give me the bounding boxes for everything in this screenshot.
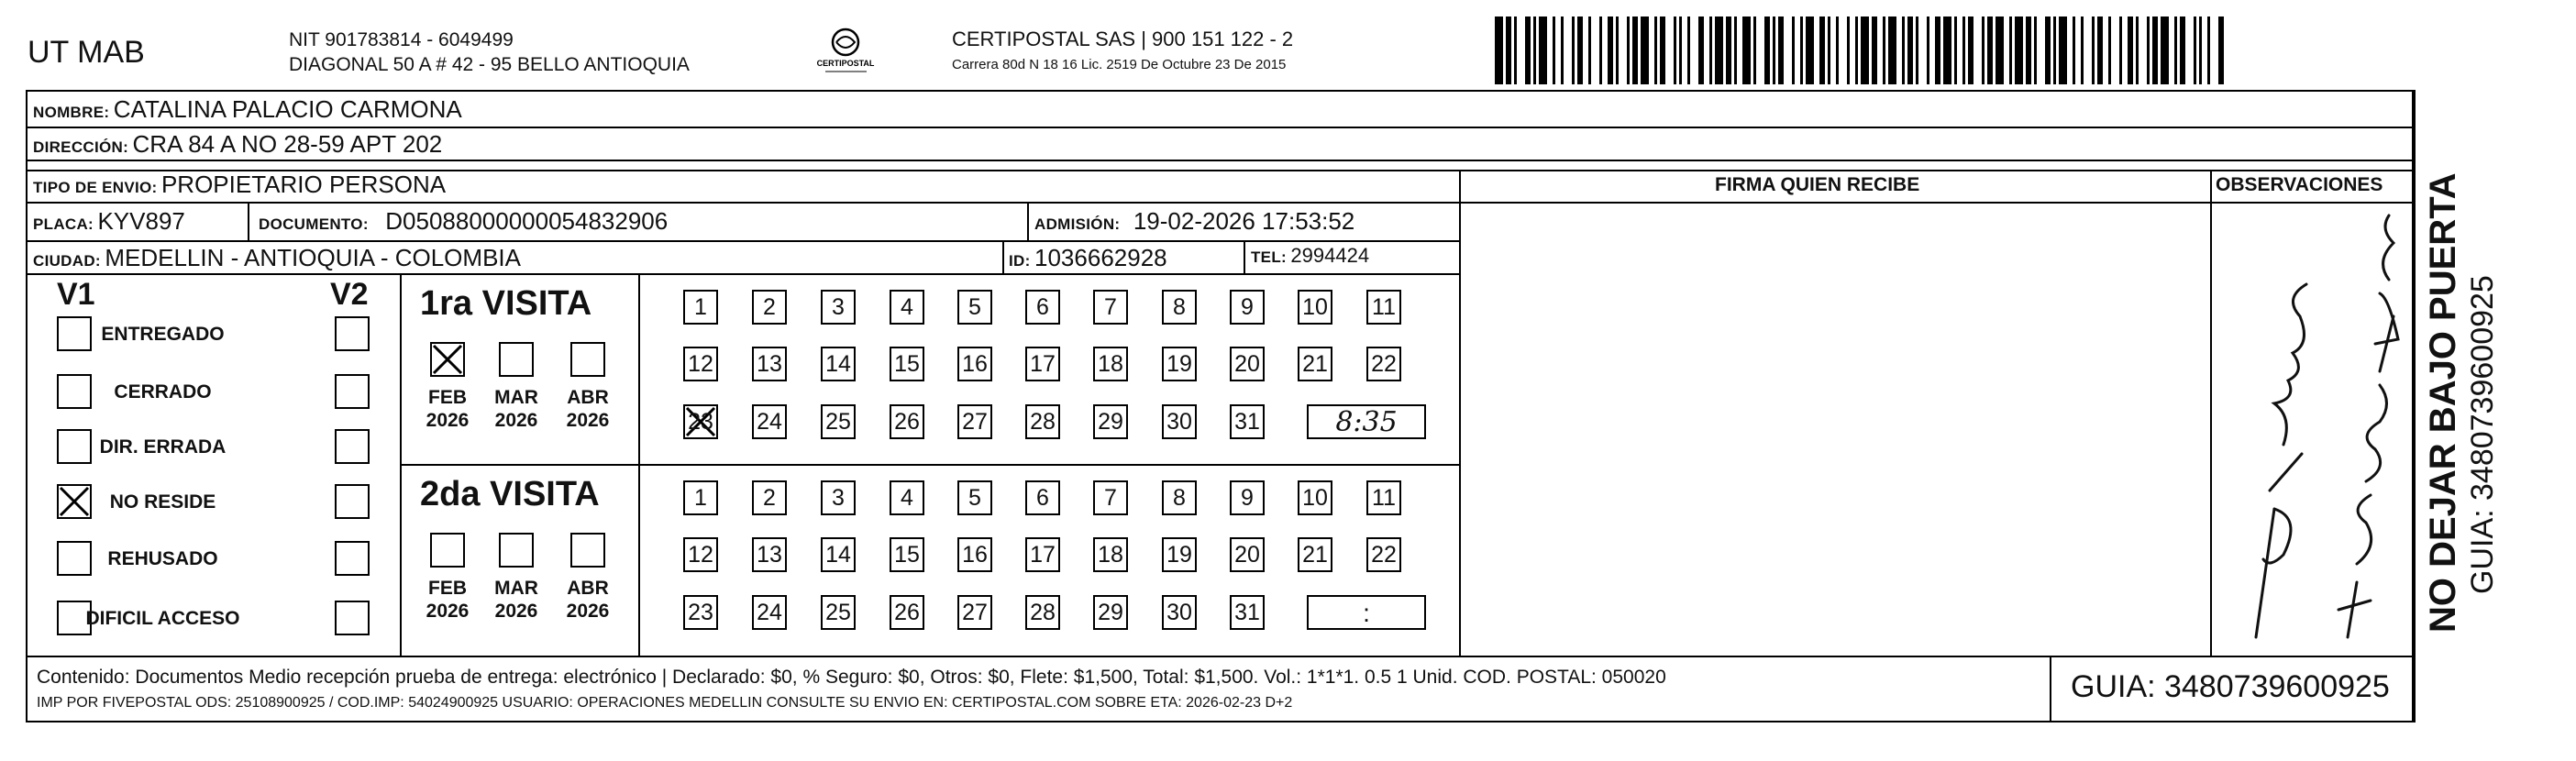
month-year: 2026 — [494, 410, 538, 431]
barcode-bar — [1665, 17, 1674, 84]
month-name: MAR — [494, 387, 538, 408]
day-box[interactable]: 4 — [890, 290, 924, 325]
barcode-bar — [1564, 17, 1572, 84]
v2-checkbox[interactable] — [335, 429, 370, 464]
barcode-bar — [2059, 17, 2067, 84]
day-box[interactable]: 11 — [1366, 290, 1401, 325]
month-year: 2026 — [494, 601, 538, 622]
no-dejar-warning: NO DEJAR BAJO PUERTA — [2423, 172, 2463, 633]
barcode-bar — [1495, 17, 1503, 84]
firma-header — [1715, 174, 1919, 196]
ciudad-label: CIUDAD: — [33, 252, 101, 270]
rule — [2414, 90, 2416, 722]
day-box[interactable]: 21 — [1298, 347, 1332, 381]
day-box[interactable]: 20 — [1230, 537, 1265, 572]
day-box[interactable]: 1 — [683, 480, 718, 515]
day-box[interactable]: 25 — [821, 404, 856, 439]
observaciones-header — [2216, 174, 2383, 196]
firma-label: FIRMA QUIEN RECIBE — [1715, 174, 1920, 195]
barcode-bar — [2139, 17, 2147, 84]
day-box[interactable]: 1 — [683, 290, 718, 325]
carrier-info — [952, 28, 1293, 72]
barcode-bar — [2084, 17, 2092, 84]
rule — [2050, 656, 2051, 722]
month-name: FEB — [428, 387, 467, 408]
day-box[interactable]: 5 — [957, 480, 992, 515]
barcode-bar — [1918, 17, 1927, 84]
v2-checkbox[interactable] — [335, 541, 370, 576]
month-name: ABR — [567, 578, 609, 599]
month-label — [484, 577, 548, 623]
rule — [26, 127, 2414, 128]
day-box[interactable]: 16 — [957, 537, 992, 572]
barcode-bar — [1591, 17, 1599, 84]
v2-checkbox[interactable] — [335, 601, 370, 635]
barcode-bar — [1806, 17, 1814, 84]
guia-number: GUIA: 3480739600925 — [2071, 669, 2390, 704]
status-label: DIR. ERRADA — [99, 436, 227, 458]
id-label: ID: — [1009, 252, 1031, 270]
day-box[interactable]: 25 — [821, 595, 856, 630]
barcode-bar — [1742, 17, 1751, 84]
v2-header: V2 — [330, 277, 369, 312]
barcode-bar — [1996, 17, 2004, 84]
admision-value: 19-02-2026 17:53:52 — [1133, 207, 1355, 235]
day-box[interactable]: 3 — [821, 290, 856, 325]
month-label — [556, 386, 620, 432]
rule — [400, 464, 1459, 466]
month-year: 2026 — [426, 601, 470, 622]
day-box[interactable]: 31 — [1230, 595, 1265, 630]
rule — [1027, 202, 1029, 240]
day-box[interactable]: 27 — [957, 404, 992, 439]
status-label: NO RESIDE — [109, 491, 216, 513]
barcode-bar — [1517, 17, 1525, 84]
side-guia-number: GUIA: 3480739600925 — [2465, 275, 2500, 594]
month-label — [415, 386, 480, 432]
day-box[interactable]: 14 — [821, 347, 856, 381]
day-box[interactable]: 26 — [890, 404, 924, 439]
month-name: ABR — [567, 387, 609, 408]
observaciones-label: OBSERVACIONES — [2216, 174, 2383, 195]
day-box[interactable]: 10 — [1298, 480, 1332, 515]
month-checkbox[interactable] — [430, 342, 465, 377]
day-box[interactable]: 2 — [752, 480, 787, 515]
footer-content-line: Contenido: Documentos Medio recepción prueba de entrega: electrónico | Declarado: $0, % Seguro: $0, Otros: $0, Flete: $1,500, Total: $1,500. Vol.: 1*1*1. 0.5 1 Unid. COD. POSTAL: 050020 — [37, 667, 1666, 688]
day-box[interactable]: 9 — [1230, 480, 1265, 515]
v2-checkbox[interactable] — [335, 484, 370, 519]
month-checkbox[interactable] — [499, 533, 534, 568]
logo-wordmark: CERTIPOSTAL — [816, 59, 875, 68]
barcode-bar — [1839, 17, 1847, 84]
month-year: 2026 — [566, 601, 610, 622]
month-label — [484, 386, 548, 432]
day-box[interactable]: 29 — [1093, 404, 1128, 439]
day-box[interactable]: 9 — [1230, 290, 1265, 325]
day-box[interactable]: 15 — [890, 347, 924, 381]
day-box[interactable]: 29 — [1093, 595, 1128, 630]
tel-label: TEL: — [1251, 248, 1287, 266]
barcode-bar — [1943, 17, 1951, 84]
rule — [1459, 170, 1461, 656]
rule — [1002, 240, 1004, 273]
tel-value: 2994424 — [1290, 244, 1370, 267]
day-box[interactable]: 13 — [752, 347, 787, 381]
day-box[interactable]: 5 — [957, 290, 992, 325]
barcode-bar — [1973, 17, 1982, 84]
day-box[interactable]: 31 — [1230, 404, 1265, 439]
status-label: REHUSADO — [107, 548, 218, 569]
status-label: DIFICIL ACCESO — [85, 608, 240, 629]
direccion-label: DIRECCIÓN: — [33, 138, 129, 156]
nombre-value: CATALINA PALACIO CARMONA — [113, 95, 462, 123]
month-checkbox[interactable] — [570, 533, 605, 568]
day-box[interactable]: 20 — [1230, 347, 1265, 381]
direccion-value: CRA 84 A NO 28-59 APT 202 — [132, 130, 443, 158]
day-box[interactable]: 17 — [1025, 537, 1060, 572]
barcode-bar — [2185, 17, 2194, 84]
day-box[interactable]: 6 — [1025, 480, 1060, 515]
tel-row — [1251, 244, 1369, 268]
nit-text: NIT 901783814 - 6049499 — [289, 29, 514, 50]
day-box[interactable]: 30 — [1162, 595, 1197, 630]
rule — [2210, 170, 2212, 656]
day-box[interactable]: 24 — [752, 404, 787, 439]
day-box[interactable]: 13 — [752, 537, 787, 572]
barcode-bar — [1888, 17, 1896, 84]
tipo-envio-value: PROPIETARIO PERSONA — [160, 171, 447, 198]
nombre-label: NOMBRE: — [33, 104, 110, 121]
day-box[interactable]: 10 — [1298, 290, 1332, 325]
first-visit-title: 1ra VISITA — [420, 284, 592, 323]
tracking-barcode — [1495, 17, 2224, 84]
day-box[interactable]: 11 — [1366, 480, 1401, 515]
day-box[interactable]: 26 — [890, 595, 924, 630]
barcode-bar — [1756, 17, 1764, 84]
barcode-bar — [1539, 17, 1547, 84]
month-checkbox[interactable] — [570, 342, 605, 377]
status-label: CERRADO — [114, 381, 212, 403]
barcode-bar — [2015, 17, 2023, 84]
direccion-row — [33, 130, 442, 159]
day-box[interactable]: 30 — [1162, 404, 1197, 439]
barcode-bar — [1861, 17, 1869, 84]
barcode-bar — [2037, 17, 2045, 84]
placa-row — [33, 207, 185, 236]
day-box[interactable]: 19 — [1162, 537, 1197, 572]
month-label — [556, 577, 620, 623]
v2-checkbox[interactable] — [335, 316, 370, 351]
admision-row — [1034, 207, 1354, 236]
day-box[interactable]: 23 — [683, 595, 718, 630]
certipostal-logo — [816, 26, 876, 77]
day-box[interactable]: 14 — [821, 537, 856, 572]
day-box[interactable]: 24 — [752, 595, 787, 630]
barcode-bar — [2218, 17, 2224, 84]
placa-value: KYV897 — [97, 207, 185, 235]
day-box[interactable]: 4 — [890, 480, 924, 515]
day-box[interactable]: 27 — [957, 595, 992, 630]
day-box[interactable]: 7 — [1093, 290, 1128, 325]
day-box[interactable]: 19 — [1162, 347, 1197, 381]
day-box[interactable]: 28 — [1025, 404, 1060, 439]
day-box[interactable]: 22 — [1366, 537, 1401, 572]
day-box[interactable]: 15 — [890, 537, 924, 572]
documento-label: DOCUMENTO: — [259, 215, 369, 233]
company-name: UT MAB — [28, 35, 145, 70]
rule — [248, 202, 249, 240]
day-box[interactable]: 16 — [957, 347, 992, 381]
day-box[interactable]: 7 — [1093, 480, 1128, 515]
visit-time-box[interactable]: 8:35 — [1307, 404, 1426, 439]
barcode-bar — [2111, 17, 2119, 84]
documento-value: D05088000000054832906 — [385, 207, 669, 235]
day-box[interactable]: 18 — [1093, 347, 1128, 381]
day-box[interactable]: 8 — [1162, 290, 1197, 325]
second-visit-title: 2da VISITA — [420, 475, 600, 513]
ciudad-value: MEDELLIN - ANTIOQUIA - COLOMBIA — [105, 244, 521, 271]
documento-row — [259, 207, 668, 236]
rule — [26, 202, 2414, 204]
carrier-license: Carrera 80d N 18 16 Lic. 2519 De Octubre 23 De 2015 — [952, 57, 1287, 72]
month-checkbox[interactable] — [430, 533, 465, 568]
month-name: FEB — [428, 578, 467, 599]
rule — [26, 273, 1459, 275]
rule — [26, 656, 2414, 657]
day-box[interactable]: 22 — [1366, 347, 1401, 381]
barcode-bar — [1641, 17, 1649, 84]
month-checkbox[interactable] — [499, 342, 534, 377]
month-year: 2026 — [426, 410, 470, 431]
ciudad-row — [33, 244, 521, 272]
day-box[interactable]: 12 — [683, 347, 718, 381]
day-box[interactable]: 17 — [1025, 347, 1060, 381]
carrier-name: CERTIPOSTAL SAS | 900 151 122 - 2 — [952, 28, 1294, 50]
footer-print-line: IMP POR FIVEPOSTAL ODS: 25108900925 / COD.IMP: 54024900925 USUARIO: OPERACIONES MEDELLIN CONSULTE SU ENVIO EN: CERTIPOSTAL.COM SOBRE ETA: 2026-02-23 D+2 — [37, 695, 1293, 711]
month-year: 2026 — [566, 410, 610, 431]
month-name: MAR — [494, 578, 538, 599]
status-label: ENTREGADO — [101, 324, 225, 345]
month-label — [415, 577, 480, 623]
rule — [26, 160, 2414, 161]
barcode-bar — [1690, 17, 1698, 84]
id-row — [1009, 244, 1167, 272]
tipo-envio-row — [33, 171, 446, 199]
rule — [1244, 240, 1245, 273]
day-box[interactable]: 3 — [821, 480, 856, 515]
admision-label: ADMISIÓN: — [1034, 215, 1121, 233]
id-value: 1036662928 — [1034, 244, 1167, 271]
visit-time-box[interactable]: : — [1307, 595, 1426, 630]
day-box[interactable] — [683, 404, 718, 439]
day-box[interactable]: 18 — [1093, 537, 1128, 572]
placa-label: PLACA: — [33, 215, 94, 233]
day-box[interactable]: 6 — [1025, 290, 1060, 325]
day-box[interactable]: 12 — [683, 537, 718, 572]
barcode-bar — [1784, 17, 1792, 84]
company-info — [289, 28, 690, 77]
tipo-envio-label: TIPO DE ENVIO: — [33, 179, 158, 196]
barcode-bar — [2161, 17, 2169, 84]
day-box[interactable]: 21 — [1298, 537, 1332, 572]
barcode-bar — [2210, 17, 2218, 84]
barcode-bar — [1619, 17, 1627, 84]
v2-checkbox[interactable] — [335, 374, 370, 409]
day-box[interactable]: 2 — [752, 290, 787, 325]
day-box[interactable]: 28 — [1025, 595, 1060, 630]
handwritten-observation — [2219, 206, 2407, 646]
day-number: 23 — [688, 409, 713, 435]
barcode-bar — [1715, 17, 1723, 84]
company-address: DIAGONAL 50 A # 42 - 95 BELLO ANTIOQUIA — [289, 54, 690, 75]
v1-header: V1 — [57, 277, 95, 312]
day-box[interactable]: 8 — [1162, 480, 1197, 515]
nombre-row — [33, 95, 462, 124]
